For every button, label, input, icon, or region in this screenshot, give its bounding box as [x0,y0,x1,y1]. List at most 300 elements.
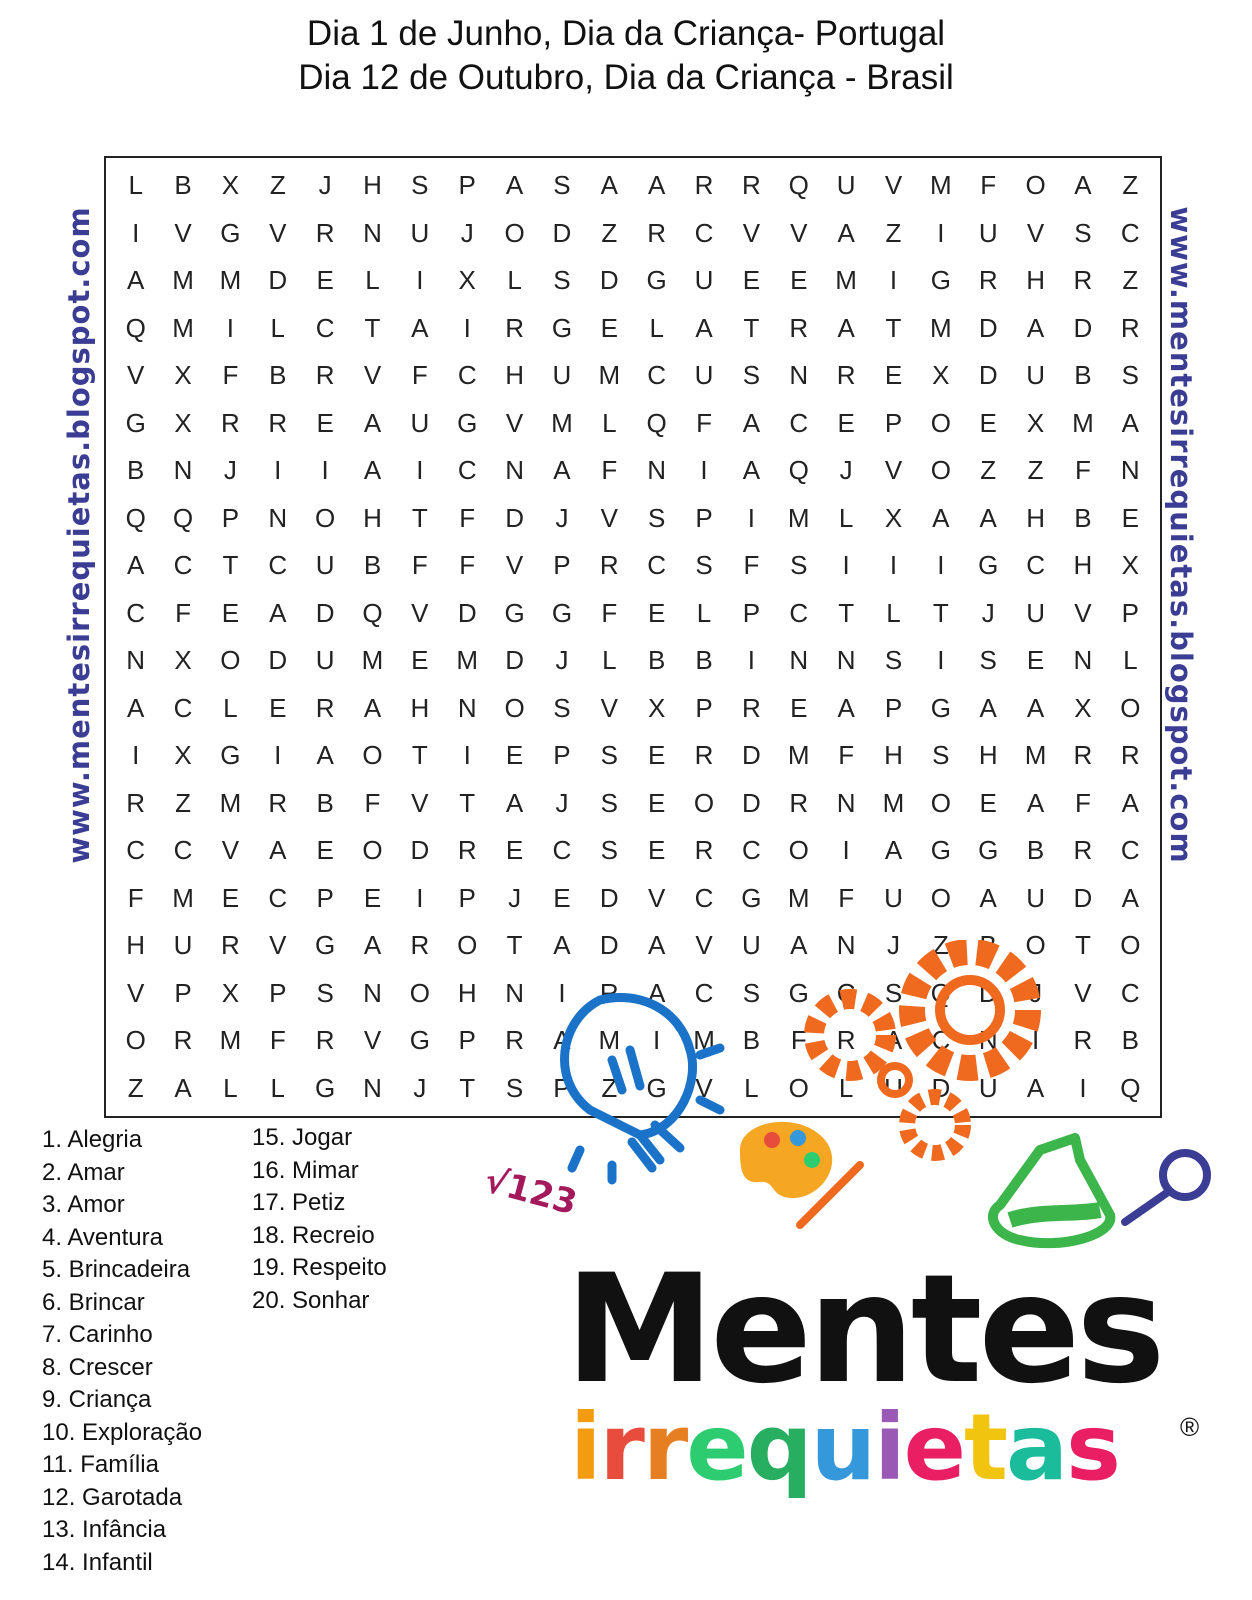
grid-letter[interactable]: A [1074,170,1092,201]
grid-letter[interactable]: E [505,740,524,771]
grid-letter[interactable]: R [742,692,761,723]
grid-letter[interactable]: O [930,455,951,486]
grid-letter[interactable]: M [787,740,810,771]
grid-letter[interactable]: Q [125,312,146,343]
grid-letter[interactable]: M [1024,740,1047,771]
grid-letter[interactable]: M [835,265,857,296]
grid-letter[interactable]: N [789,645,809,676]
grid-letter[interactable]: N [268,502,288,533]
grid-letter[interactable]: F [743,550,760,581]
grid-letter[interactable]: O [930,407,951,438]
grid-letter[interactable]: I [747,645,756,676]
grid-letter[interactable]: A [742,407,761,438]
grid-letter[interactable]: F [1075,787,1091,818]
grid-letter[interactable]: N [836,787,856,818]
grid-letter[interactable]: V [790,217,808,248]
grid-letter[interactable]: G [457,407,478,438]
grid-letter[interactable]: L [128,170,143,201]
grid-letter[interactable]: X [932,360,950,391]
grid-letter[interactable]: G [646,1072,667,1103]
grid-letter[interactable]: Q [646,407,667,438]
grid-letter[interactable]: E [269,692,287,723]
grid-letter[interactable]: T [932,597,949,628]
grid-letter[interactable]: A [1121,407,1139,438]
grid-letter[interactable]: F [601,597,618,628]
grid-letter[interactable]: R [694,170,714,201]
grid-letter[interactable]: N [363,977,382,1008]
grid-letter[interactable]: D [1073,312,1093,343]
grid-letter[interactable]: O [1120,930,1141,961]
grid-letter[interactable]: B [363,550,382,581]
grid-letter[interactable]: A [411,312,429,343]
grid-letter[interactable]: G [220,740,241,771]
grid-letter[interactable]: V [505,407,524,438]
grid-letter[interactable]: A [837,217,855,248]
grid-letter[interactable]: E [790,692,808,723]
grid-letter[interactable]: N [789,360,809,391]
grid-letter[interactable]: M [456,645,479,676]
grid-letter[interactable]: G [788,977,809,1008]
grid-letter[interactable]: U [173,930,193,961]
grid-letter[interactable]: A [1026,787,1045,818]
grid-letter[interactable]: J [555,787,569,818]
grid-letter[interactable]: E [316,835,334,866]
grid-letter[interactable]: P [221,502,240,533]
grid-letter[interactable]: A [127,265,145,296]
grid-letter[interactable]: Q [788,455,809,486]
grid-letter[interactable]: N [505,455,524,486]
grid-letter[interactable]: I [416,455,424,486]
grid-letter[interactable]: U [978,1072,998,1103]
grid-letter[interactable]: R [694,740,714,771]
grid-letter[interactable]: T [1075,930,1091,961]
grid-letter[interactable]: M [693,1025,715,1056]
grid-letter[interactable]: G [504,597,525,628]
grid-letter[interactable]: C [552,835,572,866]
grid-letter[interactable]: N [836,930,856,961]
grid-letter[interactable]: R [268,787,288,818]
grid-letter[interactable]: C [126,597,146,628]
grid-letter[interactable]: U [410,217,430,248]
grid-letter[interactable]: A [174,1072,192,1103]
grid-letter[interactable]: U [694,360,714,391]
grid-letter[interactable]: A [884,1025,903,1056]
grid-letter[interactable]: B [1026,835,1045,866]
grid-letter[interactable]: I [842,835,850,866]
grid-letter[interactable]: V [648,882,666,913]
grid-letter[interactable]: O [125,1025,146,1056]
grid-letter[interactable]: C [173,835,193,866]
grid-letter[interactable]: C [694,217,714,248]
grid-letter[interactable]: D [742,787,761,818]
grid-letter[interactable]: I [1079,1072,1087,1103]
grid-letter[interactable]: R [742,170,761,201]
grid-letter[interactable]: M [361,645,384,676]
grid-letter[interactable]: A [553,1025,571,1056]
grid-letter[interactable]: O [930,787,951,818]
grid-letter[interactable]: C [931,1025,951,1056]
grid-letter[interactable]: C [173,692,193,723]
grid-letter[interactable]: L [602,407,617,438]
grid-letter[interactable]: A [979,882,997,913]
grid-letter[interactable]: D [410,835,430,866]
grid-letter[interactable]: M [598,360,621,391]
grid-letter[interactable]: S [411,170,429,201]
grid-letter[interactable]: A [979,502,997,533]
grid-letter[interactable]: I [274,740,282,771]
grid-letter[interactable]: H [505,360,524,391]
grid-letter[interactable]: A [553,930,571,961]
grid-letter[interactable]: S [1074,217,1092,248]
grid-letter[interactable]: E [316,265,334,296]
grid-letter[interactable]: C [1026,550,1045,581]
grid-letter[interactable]: M [1072,407,1094,438]
grid-letter[interactable]: O [315,502,336,533]
grid-letter[interactable]: G [315,1072,336,1103]
grid-letter[interactable]: Z [885,217,902,248]
grid-letter[interactable]: V [1074,597,1092,628]
grid-letter[interactable]: J [555,502,569,533]
grid-letter[interactable]: G [551,597,573,628]
grid-letter[interactable]: X [174,740,192,771]
grid-letter[interactable]: V [695,1072,713,1103]
grid-letter[interactable]: D [268,265,288,296]
grid-letter[interactable]: R [1073,740,1093,771]
grid-letter[interactable]: X [1074,692,1092,723]
grid-letter[interactable]: F [459,502,476,533]
grid-letter[interactable]: D [457,597,477,628]
grid-letter[interactable]: Q [930,977,951,1008]
grid-letter[interactable]: X [458,265,476,296]
grid-letter[interactable]: D [978,360,998,391]
grid-letter[interactable]: T [743,312,760,343]
grid-letter[interactable]: N [363,1072,382,1103]
grid-letter[interactable]: N [1120,455,1140,486]
grid-letter[interactable]: S [600,835,618,866]
grid-letter[interactable]: P [742,597,761,628]
grid-letter[interactable]: R [836,360,856,391]
grid-letter[interactable]: Z [601,1072,618,1103]
grid-letter[interactable]: I [132,740,140,771]
grid-letter[interactable]: D [931,1072,951,1103]
grid-letter[interactable]: R [599,977,619,1008]
grid-letter[interactable]: Q [172,502,194,533]
grid-letter[interactable]: R [126,787,146,818]
grid-letter[interactable]: V [269,930,287,961]
grid-letter[interactable]: S [932,740,950,771]
grid-letter[interactable]: B [1121,1025,1139,1056]
grid-letter[interactable]: Q [125,502,146,533]
grid-letter[interactable]: N [173,455,193,486]
grid-letter[interactable]: F [838,740,855,771]
grid-letter[interactable]: G [409,1025,430,1056]
grid-letter[interactable]: Z [127,1072,144,1103]
grid-letter[interactable]: E [742,265,761,296]
grid-letter[interactable]: U [884,882,903,913]
grid-letter[interactable]: P [458,882,476,913]
grid-letter[interactable]: V [411,597,429,628]
grid-letter[interactable]: A [648,170,666,201]
grid-letter[interactable]: R [1073,835,1093,866]
grid-letter[interactable]: F [980,170,997,201]
grid-letter[interactable]: V [695,930,713,961]
grid-letter[interactable]: E [790,265,808,296]
grid-letter[interactable]: P [316,882,334,913]
grid-letter[interactable]: L [649,312,664,343]
grid-letter[interactable]: M [219,1025,242,1056]
grid-letter[interactable]: L [270,312,285,343]
grid-letter[interactable]: T [506,930,523,961]
grid-letter[interactable]: G [220,217,241,248]
grid-letter[interactable]: H [363,502,382,533]
grid-letter[interactable]: Z [932,930,949,961]
grid-letter[interactable]: N [1073,645,1093,676]
grid-letter[interactable]: S [553,692,571,723]
grid-letter[interactable]: R [505,312,524,343]
grid-letter[interactable]: C [694,882,714,913]
grid-letter[interactable]: R [836,1025,856,1056]
grid-letter[interactable]: A [269,597,287,628]
grid-letter[interactable]: J [981,597,995,628]
grid-letter[interactable]: Z [601,217,618,248]
grid-letter[interactable]: M [219,265,242,296]
grid-letter[interactable]: J [460,217,474,248]
grid-letter[interactable]: R [268,407,288,438]
grid-letter[interactable]: E [884,360,903,391]
grid-letter[interactable]: C [742,835,761,866]
grid-letter[interactable]: B [648,645,666,676]
grid-letter[interactable]: H [1026,502,1045,533]
grid-letter[interactable]: A [505,787,524,818]
grid-letter[interactable]: A [695,312,713,343]
grid-letter[interactable]: O [788,835,809,866]
grid-letter[interactable]: S [884,645,903,676]
grid-letter[interactable]: E [979,407,997,438]
grid-letter[interactable]: D [599,882,619,913]
grid-letter[interactable]: R [173,1025,193,1056]
grid-letter[interactable]: U [836,170,856,201]
grid-letter[interactable]: I [937,550,945,581]
grid-letter[interactable]: P [269,977,287,1008]
grid-letter[interactable]: V [174,217,192,248]
grid-letter[interactable]: R [457,835,477,866]
grid-letter[interactable]: R [1120,312,1140,343]
grid-letter[interactable]: O [504,217,525,248]
grid-letter[interactable]: X [174,407,192,438]
grid-letter[interactable]: F [269,1025,286,1056]
grid-letter[interactable]: H [363,170,382,201]
grid-letter[interactable]: A [648,930,666,961]
grid-letter[interactable]: C [789,597,809,628]
grid-letter[interactable]: P [695,692,713,723]
grid-letter[interactable]: F [222,360,239,391]
grid-letter[interactable]: U [1026,882,1045,913]
grid-letter[interactable]: E [221,882,240,913]
grid-letter[interactable]: O [1120,692,1141,723]
grid-letter[interactable]: G [551,312,573,343]
grid-letter[interactable]: A [505,170,524,201]
grid-letter[interactable]: N [505,977,524,1008]
grid-letter[interactable]: A [837,692,855,723]
grid-letter[interactable]: M [172,265,194,296]
grid-letter[interactable]: A [553,455,571,486]
grid-letter[interactable]: H [126,930,146,961]
grid-letter[interactable]: I [1031,1025,1040,1056]
grid-letter[interactable]: F [411,360,428,391]
grid-letter[interactable]: G [978,835,999,866]
grid-letter[interactable]: I [132,217,140,248]
grid-letter[interactable]: I [416,265,424,296]
grid-letter[interactable]: F [364,787,381,818]
grid-letter[interactable]: H [410,692,430,723]
grid-letter[interactable]: C [1120,835,1140,866]
grid-letter[interactable]: A [742,455,761,486]
grid-letter[interactable]: G [741,882,762,913]
grid-letter[interactable]: R [1073,1025,1093,1056]
grid-letter[interactable]: O [220,645,241,676]
grid-letter[interactable]: O [788,1072,809,1103]
grid-letter[interactable]: R [978,265,998,296]
grid-letter[interactable]: U [1026,597,1045,628]
grid-letter[interactable]: Z [1122,170,1139,201]
grid-letter[interactable]: B [316,787,334,818]
grid-letter[interactable]: C [315,312,335,343]
grid-letter[interactable]: Z [269,170,286,201]
grid-letter[interactable]: V [600,502,618,533]
grid-letter[interactable]: M [930,312,952,343]
grid-letter[interactable]: I [889,550,898,581]
grid-letter[interactable]: F [127,882,144,913]
grid-letter[interactable]: E [648,835,666,866]
grid-letter[interactable]: R [647,217,667,248]
grid-letter[interactable]: V [221,835,240,866]
grid-letter[interactable]: A [979,692,997,723]
grid-letter[interactable]: G [646,265,667,296]
grid-letter[interactable]: M [219,787,242,818]
grid-letter[interactable]: V [884,170,903,201]
grid-letter[interactable]: R [221,930,240,961]
grid-letter[interactable]: V [505,550,524,581]
grid-letter[interactable]: E [979,787,997,818]
grid-letter[interactable]: F [838,882,855,913]
grid-letter[interactable]: D [742,740,761,771]
grid-letter[interactable]: A [363,692,382,723]
grid-letter[interactable]: S [790,550,808,581]
grid-letter[interactable]: A [127,550,145,581]
grid-letter[interactable]: A [269,835,287,866]
grid-letter[interactable]: H [1073,550,1093,581]
grid-letter[interactable]: X [1121,550,1139,581]
grid-letter[interactable]: E [1121,502,1139,533]
grid-letter[interactable]: C [457,455,477,486]
grid-letter[interactable]: R [505,1025,524,1056]
grid-letter[interactable]: J [413,1072,427,1103]
grid-letter[interactable]: R [315,1025,335,1056]
grid-letter[interactable]: D [505,502,524,533]
grid-letter[interactable]: D [552,217,572,248]
grid-letter[interactable]: P [884,407,903,438]
grid-letter[interactable]: A [1121,882,1139,913]
grid-letter[interactable]: C [789,407,809,438]
grid-letter[interactable]: F [1075,455,1091,486]
grid-letter[interactable]: D [978,977,998,1008]
grid-letter[interactable]: O [504,692,525,723]
grid-letter[interactable]: P [1121,597,1139,628]
grid-letter[interactable]: E [221,597,240,628]
grid-letter[interactable]: X [221,977,240,1008]
grid-letter[interactable]: M [882,787,905,818]
grid-letter[interactable]: E [648,740,666,771]
grid-letter[interactable]: V [1026,217,1045,248]
grid-letter[interactable]: T [885,312,902,343]
grid-letter[interactable]: R [789,787,809,818]
grid-letter[interactable]: X [1026,407,1045,438]
grid-letter[interactable]: M [598,1025,621,1056]
grid-letter[interactable]: D [599,930,619,961]
grid-letter[interactable]: H [884,740,903,771]
grid-letter[interactable]: T [459,787,476,818]
grid-letter[interactable]: I [321,455,329,486]
grid-letter[interactable]: L [838,1072,854,1103]
grid-letter[interactable]: E [648,787,666,818]
grid-letter[interactable]: I [463,740,471,771]
grid-letter[interactable]: P [553,740,571,771]
grid-letter[interactable]: D [1073,882,1093,913]
grid-letter[interactable]: M [172,312,194,343]
grid-letter[interactable]: O [362,835,383,866]
grid-letter[interactable]: I [937,645,945,676]
grid-letter[interactable]: D [505,645,524,676]
grid-letter[interactable]: Z [175,787,191,818]
grid-letter[interactable]: J [555,645,569,676]
grid-letter[interactable]: A [363,407,382,438]
grid-letter[interactable]: G [125,407,146,438]
grid-letter[interactable]: A [363,930,382,961]
grid-letter[interactable]: S [505,1072,524,1103]
grid-letter[interactable]: N [836,645,856,676]
grid-letter[interactable]: D [315,597,335,628]
grid-letter[interactable]: R [694,835,714,866]
grid-letter[interactable]: A [884,835,903,866]
grid-letter[interactable]: G [930,835,951,866]
grid-letter[interactable]: F [175,597,191,628]
grid-letter[interactable]: H [978,740,998,771]
grid-letter[interactable]: A [316,740,334,771]
grid-letter[interactable]: Z [1027,455,1044,486]
grid-letter[interactable]: L [744,1072,759,1103]
grid-letter[interactable]: R [1073,265,1093,296]
grid-letter[interactable]: L [696,597,712,628]
grid-letter[interactable]: U [742,930,761,961]
grid-letter[interactable]: C [457,360,477,391]
grid-letter[interactable]: P [695,502,713,533]
grid-letter[interactable]: X [174,645,192,676]
grid-letter[interactable]: S [979,645,997,676]
grid-letter[interactable]: N [363,217,382,248]
grid-letter[interactable]: P [553,550,571,581]
grid-letter[interactable]: R [789,312,809,343]
grid-letter[interactable]: N [457,692,477,723]
grid-letter[interactable]: O [1025,170,1046,201]
grid-letter[interactable]: A [363,455,382,486]
grid-letter[interactable]: U [884,1072,903,1103]
grid-letter[interactable]: S [648,502,666,533]
grid-letter[interactable]: B [174,170,192,201]
grid-letter[interactable]: M [787,502,810,533]
grid-letter[interactable]: F [601,455,618,486]
grid-letter[interactable]: C [694,977,714,1008]
grid-letter[interactable]: I [274,455,282,486]
